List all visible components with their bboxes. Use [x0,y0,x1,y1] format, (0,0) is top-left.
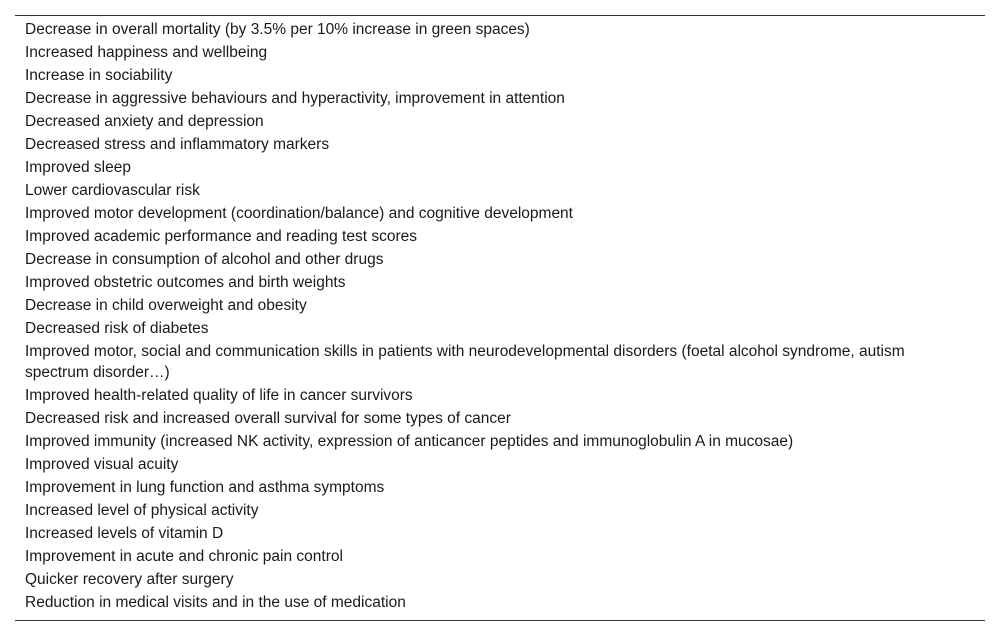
table-row: Decrease in aggressive behaviours and hyperactivity, improvement in attention [25,90,565,107]
table-row: Improvement in acute and chronic pain control [25,548,343,565]
table-row: Improved motor development (coordination/balance) and cognitive development [25,205,573,222]
table-row: Quicker recovery after surgery [25,571,234,588]
table-row: Increased levels of vitamin D [25,525,224,542]
table-row: Decrease in child overweight and obesity [25,297,307,314]
table-row: Improved immunity (increased NK activity, expression of anticancer peptides and immunoglobulin A in mucosae) [25,433,794,450]
table-row: Decreased risk of diabetes [25,320,209,337]
table-row: Increased happiness and wellbeing [25,44,268,61]
table-row: Decreased risk and increased overall survival for some types of cancer [25,410,511,427]
table-row: Decrease in overall mortality (by 3.5% per 10% increase in green spaces) [25,21,530,38]
benefits-table [15,15,985,621]
benefits-list [15,19,955,613]
table-row: Decreased stress and inflammatory markers [25,136,330,153]
table-row: Increased level of physical activity [25,502,259,519]
table-row: Decrease in consumption of alcohol and other drugs [25,251,384,268]
table-row: Improved motor, social and communication skills in patients with neurodevelopmental disorders (foetal alcohol syndrome, autism spectrum disorder…) [25,343,905,381]
table-row: Increase in sociability [25,67,173,84]
table-row: Reduction in medical visits and in the use of medication [25,594,406,611]
table-row: Improved visual acuity [25,456,179,473]
table-row: Improved academic performance and reading test scores [25,228,418,245]
table-row: Improved sleep [25,159,131,176]
table-row: Decreased anxiety and depression [25,113,264,130]
table-row: Improved health-related quality of life in cancer survivors [25,387,413,404]
table-row: Improvement in lung function and asthma symptoms [25,479,385,496]
table-row: Improved obstetric outcomes and birth weights [25,274,346,291]
table-row: Lower cardiovascular risk [25,182,200,199]
